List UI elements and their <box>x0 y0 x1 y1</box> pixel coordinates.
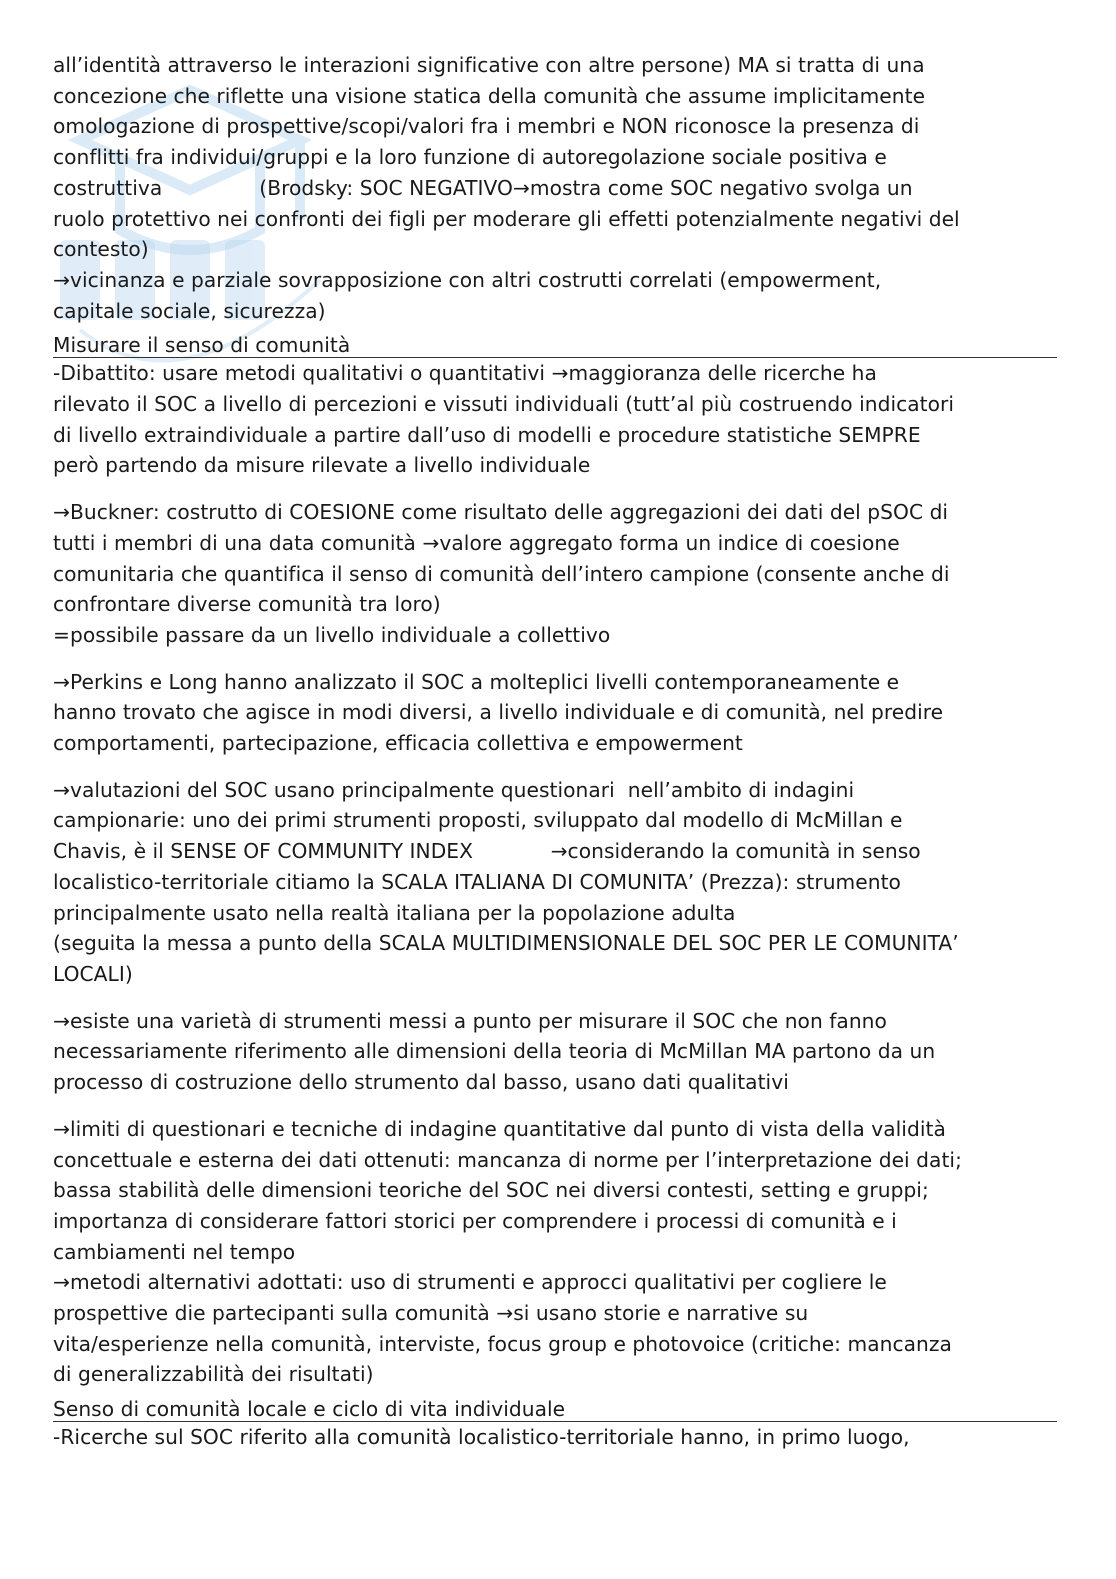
text-line: =possibile passare da un livello individuale a collettivo <box>53 622 611 647</box>
text-line: concezione che riflette una visione statica della comunità che assume implicitamente <box>53 83 926 108</box>
paragraph-gap <box>53 481 1063 497</box>
text-line: principalmente usato nella realtà italiana per la popolazione adulta <box>53 900 736 925</box>
section1-paragraph-6 <box>53 1114 1063 1390</box>
text-line: -Ricerche sul SOC riferito alla comunità localistico-territoriale hanno, in primo luogo, <box>53 1425 910 1450</box>
text-line: cambiamenti nel tempo <box>53 1239 296 1264</box>
text-line: →valutazioni del SOC usano principalmente questionari nell’ambito di indagini <box>53 777 855 802</box>
text-line: →Perkins e Long hanno analizzato il SOC a molteplici livelli contemporaneamente e <box>53 669 900 694</box>
text-line: ruolo protettivo nei confronti dei figli per moderare gli effetti potenzialmente negativi del <box>53 206 960 231</box>
text-line: però partendo da misure rilevate a livello individuale <box>53 453 591 478</box>
text-line: bassa stabilità delle dimensioni teoriche del SOC nei diversi contesti, setting e gruppi; <box>53 1178 929 1203</box>
intro-paragraph <box>53 50 1063 326</box>
text-line: di generalizzabilità dei risultati) <box>53 1362 374 1387</box>
text-line: →metodi alternativi adottati: uso di strumenti e approcci qualitativi per cogliere le <box>53 1270 887 1295</box>
section1-paragraph-4 <box>53 775 1063 990</box>
text-line: costruttiva (Brodsky: SOC NEGATIVO→mostra come SOC negativo svolga un <box>53 175 913 200</box>
text-line: LOCALI) <box>53 961 133 986</box>
text-line: localistico-territoriale citiamo la SCALA ITALIANA DI COMUNITA’ (Prezza): strumento <box>53 869 901 894</box>
text-line: necessariamente riferimento alle dimensioni della teoria di McMillan MA partono da un <box>53 1039 936 1064</box>
text-line: conflitti fra individui/gruppi e la loro funzione di autoregolazione sociale positiva e <box>53 145 887 170</box>
text-line: omologazione di prospettive/scopi/valori fra i membri e NON riconosce la presenza di <box>53 114 920 139</box>
section-heading-misurare: Misurare il senso di comunità <box>53 326 1057 358</box>
text-line: →Buckner: costrutto di COESIONE come risultato delle aggregazioni dei dati del pSOC di <box>53 500 949 525</box>
text-line: prospettive die partecipanti sulla comunità →si usano storie e narrative su <box>53 1301 809 1326</box>
section2-paragraph-1 <box>53 1422 1063 1453</box>
text-line: rilevato il SOC a livello di percezioni e vissuti individuali (tutt’al più costruendo indicatori <box>53 392 955 417</box>
text-line: -Dibattito: usare metodi qualitativi o quantitativi →maggioranza delle ricerche ha <box>53 361 877 386</box>
text-line: Chavis, è il SENSE OF COMMUNITY INDEX →considerando la comunità in senso <box>53 839 921 864</box>
text-line: concettuale e esterna dei dati ottenuti: mancanza di norme per l’interpretazione dei dati; <box>53 1147 962 1172</box>
text-line: all’identità attraverso le interazioni significative con altre persone) MA si tratta di una <box>53 53 925 77</box>
text-line: processo di costruzione dello strumento dal basso, usano dati qualitativi <box>53 1070 789 1095</box>
section1-paragraph-5 <box>53 1006 1063 1098</box>
paragraph-gap <box>53 1098 1063 1114</box>
text-line: →esiste una varietà di strumenti messi a punto per misurare il SOC che non fanno <box>53 1008 887 1033</box>
text-line: importanza di considerare fattori storici per comprendere i processi di comunità e i <box>53 1208 897 1233</box>
text-line: tutti i membri di una data comunità →valore aggregato forma un indice di coesione <box>53 530 900 555</box>
document-page <box>53 50 1063 1453</box>
text-line: capitale sociale, sicurezza) <box>53 298 326 323</box>
text-line: di livello extraindividuale a partire dall’uso di modelli e procedure statistiche SEMPRE <box>53 422 921 447</box>
section1-paragraph-3 <box>53 667 1063 759</box>
text-line: (seguita la messa a punto della SCALA MULTIDIMENSIONALE DEL SOC PER LE COMUNITA’ <box>53 931 959 956</box>
paragraph-gap <box>53 990 1063 1006</box>
text-line: confrontare diverse comunità tra loro) <box>53 592 441 617</box>
section-heading-ciclo-di-vita: Senso di comunità locale e ciclo di vita individuale <box>53 1390 1057 1422</box>
text-line: vita/esperienze nella comunità, interviste, focus group e photovoice (critiche: mancanza <box>53 1331 952 1356</box>
section1-paragraph-2 <box>53 497 1063 651</box>
text-line: comunitaria che quantifica il senso di comunità dell’intero campione (consente anche di <box>53 561 950 586</box>
paragraph-gap <box>53 651 1063 667</box>
text-line: hanno trovato che agisce in modi diversi, a livello individuale e di comunità, nel predire <box>53 700 944 725</box>
paragraph-gap <box>53 759 1063 775</box>
text-line: comportamenti, partecipazione, efficacia collettiva e empowerment <box>53 731 743 756</box>
text-line: →vicinanza e parziale sovrapposizione con altri costrutti correlati (empowerment, <box>53 267 882 292</box>
text-line: campionarie: uno dei primi strumenti proposti, sviluppato dal modello di McMillan e <box>53 808 903 833</box>
text-line: →limiti di questionari e tecniche di indagine quantitative dal punto di vista della validità <box>53 1116 946 1141</box>
text-line: contesto) <box>53 237 149 262</box>
section1-paragraph-1 <box>53 358 1063 481</box>
